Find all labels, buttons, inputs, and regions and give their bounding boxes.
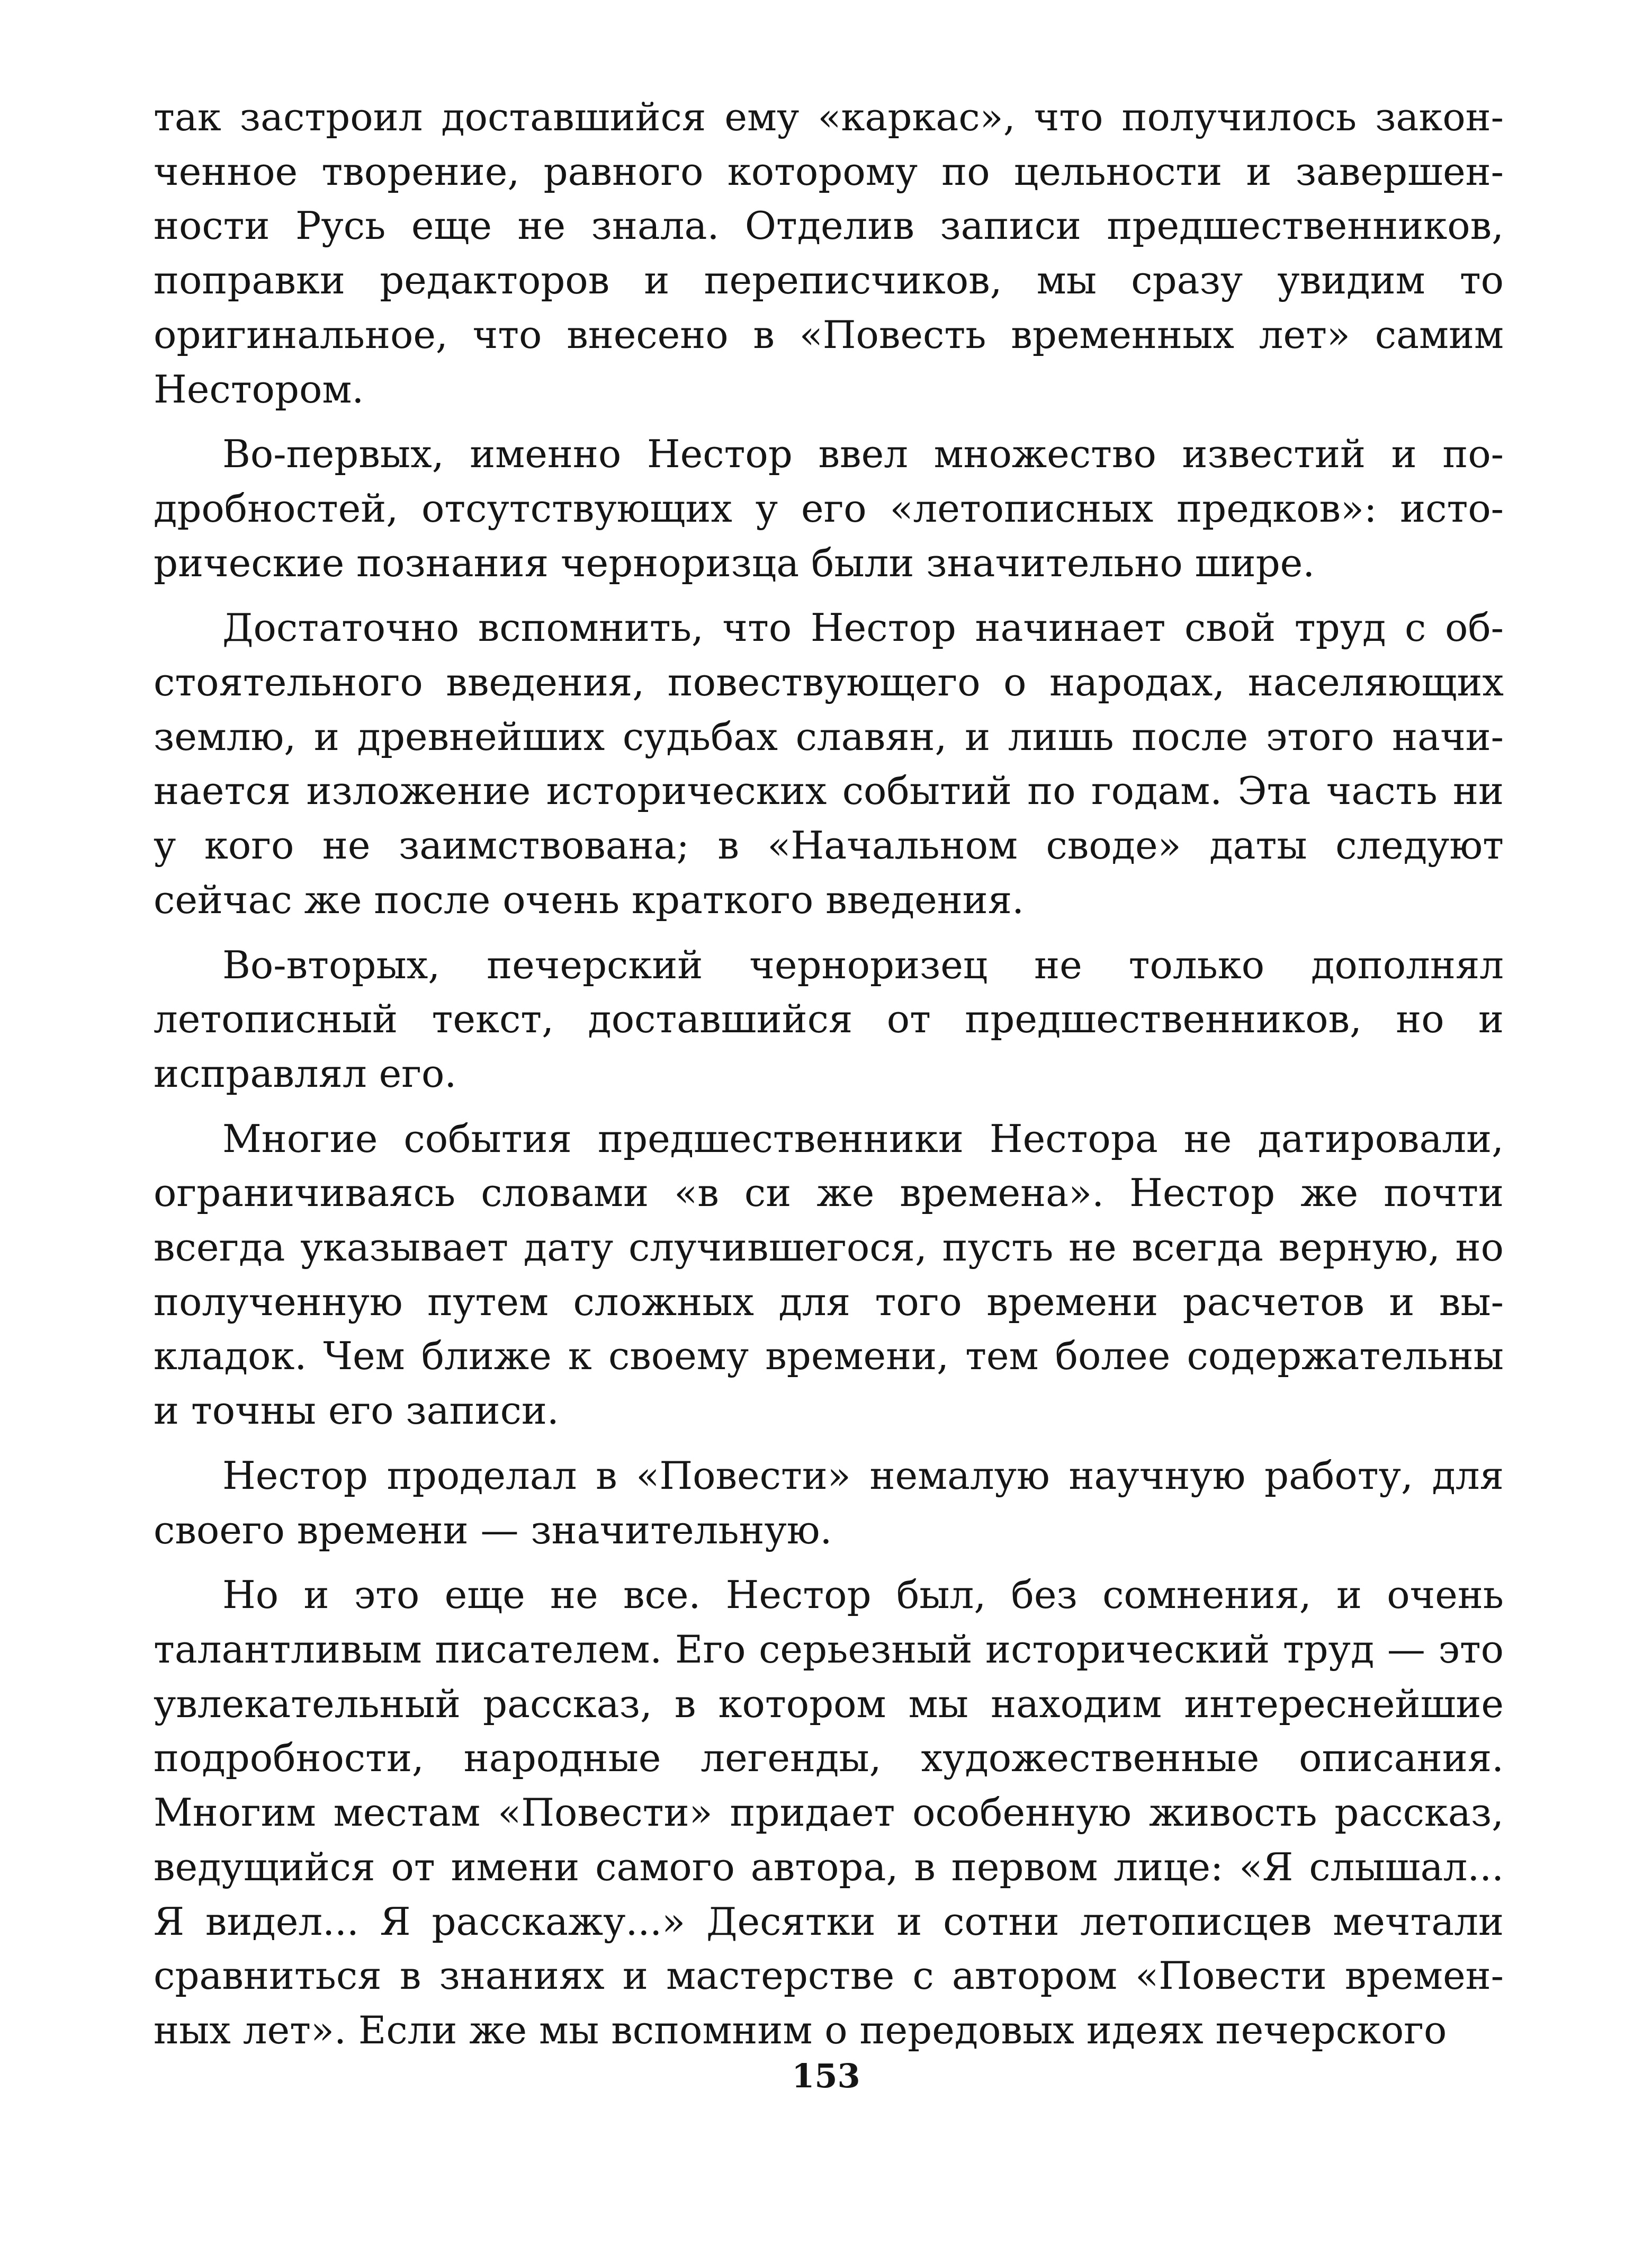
paragraph-2: Во-первых, именно Нестор ввел множество известий и подробностей, отсутствующих у его «летописных предков»: исторические познания черноризца были значительно шире. — [154, 432, 1504, 585]
paragraph-3: Достаточно вспомнить, что Нестор начинает свой труд с обстоятельного введения, повествующего о народах, населяющих землю, и древнейших судьбах славян, и лишь после этого начинается изложение исторических событий по годам. Эта часть ни у кого не заимствована; в «Начальном своде» даты следуют сейчас же после очень краткого введения. — [154, 605, 1504, 922]
paragraph-6: Нестор проделал в «Повести» немалую научную работу, для своего времени — значительную. — [154, 1453, 1504, 1552]
paragraph-4: Во-вторых, печерский черноризец не только дополнял летописный текст, доставшийся от предшественников, но и исправлял его. — [154, 942, 1504, 1096]
paragraph-7: Но и это еще не все. Нестор был, без сомнения, и очень талантливым писателем. Его серьезный исторический труд — это увлекательный рассказ, в котором мы находим интереснейшие подробности, народные легенды, художественные описания. Многим местам «Повести» придает особенную живость рассказ, ведущийся от имени самого автора, в первом лице: «Я слышал... Я видел... Я расскажу...» Десятки и сотни летописцев мечтали сравниться в знаниях и мастерстве с автором «Повести временных лет». Если же мы вспомним о передовых идеях печерского — [154, 1573, 1504, 2052]
paragraph-1: так застроил доставшийся ему «каркас», что получилось законченное творение, равного которому по цельности и завершенности Русь еще не знала. Отделив записи предшественников, поправки редакторов и переписчиков, мы сразу увидим то оригинальное, что внесено в «Повесть временных лет» самим Нестором. — [154, 95, 1504, 412]
body-text — [154, 90, 1504, 2068]
paragraph-5: Многие события предшественники Нестора не датировали, ограничиваясь словами «в си же времена». Нестор же почти всегда указывает дату случившегося, пусть не всегда верную, но полученную путем сложных для того времени расчетов и выкладок. Чем ближе к своему времени, тем более содержательны и точны его записи. — [154, 1116, 1504, 1433]
page-number: 153 — [792, 2057, 860, 2095]
